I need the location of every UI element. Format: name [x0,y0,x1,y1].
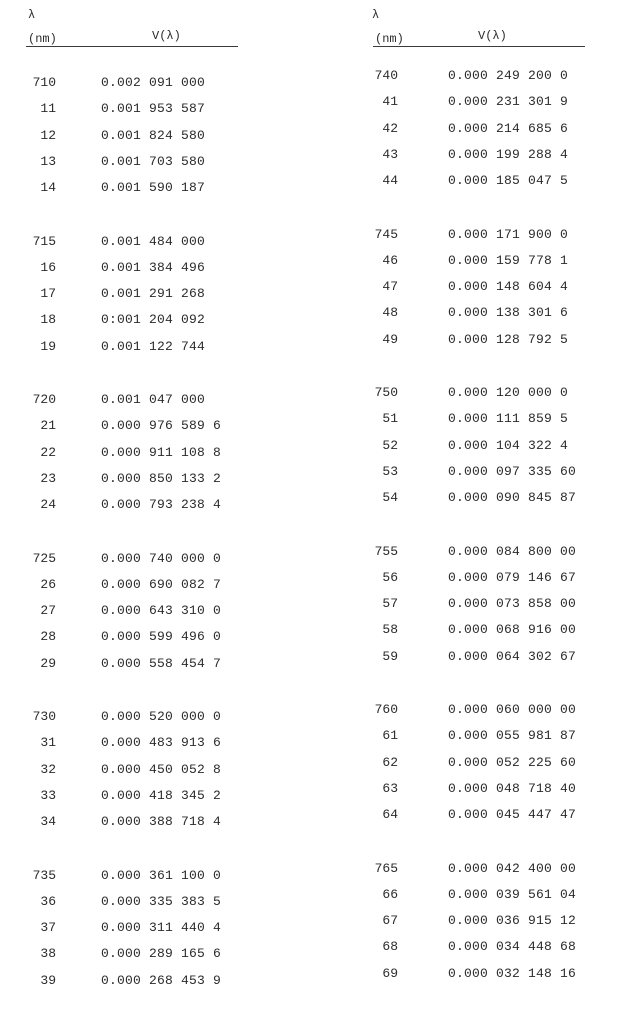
wavelength-cell: 37 [40,920,56,936]
value-cell: 0.000 036 915 12 [448,913,577,929]
table-row [360,965,624,983]
table-row [0,787,300,805]
wavelength-cell: 41 [382,94,398,110]
unit-header: (nm) [375,32,404,46]
table-row [0,813,300,831]
wavelength-cell: 47 [382,279,398,295]
table-row [360,860,624,878]
table-row [0,153,300,171]
table-row [360,120,624,138]
table-row [0,602,300,620]
value-cell: 0.000 073 858 00 [448,596,577,612]
wavelength-cell: 44 [382,173,398,189]
wavelength-cell: 49 [382,331,398,347]
table-row [360,437,624,455]
table-row [360,278,624,296]
value-cell: 0.000 361 100 0 [101,867,222,883]
value-cell: 0.001 703 580 [101,153,206,169]
value-cell: 0.000 249 200 0 [448,68,569,83]
table-row [0,919,300,937]
table-row [0,259,300,277]
table-row [0,444,300,462]
unit-header: (nm) [28,32,57,46]
table-row [360,410,624,428]
wavelength-cell: 725 [32,550,56,566]
value-cell: 0.000 079 146 67 [448,569,577,585]
table-row [0,338,300,356]
table-row [0,470,300,488]
value-cell: 0.001 122 744 [101,338,206,354]
wavelength-cell: 38 [40,946,56,962]
value-cell: 0.000 185 047 5 [448,173,569,189]
value-cell: 0.000 032 148 16 [448,965,577,981]
table-row [0,867,300,885]
table-row [0,761,300,779]
wavelength-cell: 56 [382,569,398,585]
value-cell: 0.001 047 000 [101,392,206,407]
wavelength-cell: 53 [382,463,398,479]
table-row [360,172,624,190]
table-row [360,701,624,719]
wavelength-cell: 59 [382,648,398,664]
table-row [0,127,300,145]
table-row [360,648,624,666]
value-cell: 0.000 418 345 2 [101,787,222,803]
value-cell: 0.000 793 238 4 [101,497,222,513]
wavelength-cell: 17 [40,286,56,302]
value-cell: 0.000 231 301 9 [448,94,569,110]
table-row [360,93,624,111]
table-row [360,252,624,270]
table-row [0,100,300,118]
value-cell: 0.000 335 383 5 [101,893,222,909]
table-row [360,463,624,481]
value-cell: 0.000 911 108 8 [101,444,222,460]
value-cell: 0.000 128 792 5 [448,331,569,347]
wavelength-cell: 27 [40,603,56,619]
table-row [360,754,624,772]
wavelength-cell: 63 [382,780,398,796]
wavelength-cell: 64 [382,807,398,823]
wavelength-cell: 32 [40,761,56,777]
wavelength-cell: 730 [32,709,56,724]
wavelength-cell: 43 [382,146,398,162]
table-row [360,938,624,956]
value-cell: 0.001 384 496 [101,259,206,275]
table-row [360,304,624,322]
table-row [0,945,300,963]
value-cell: 0.000 111 859 5 [448,411,569,427]
value-cell: 0.000 034 448 68 [448,939,577,955]
table-row [0,893,300,911]
wavelength-cell: 765 [374,860,398,876]
table-row [0,496,300,514]
wavelength-cell: 62 [382,754,398,770]
value-cell: 0.000 159 778 1 [448,252,569,268]
table-row [360,886,624,904]
table-row [360,146,624,164]
table-row [0,285,300,303]
table-row [360,569,624,587]
value-cell: 0.000 120 000 0 [448,385,569,400]
value-cell: 0.000 039 561 04 [448,886,577,902]
table-row [360,384,624,402]
value-cell: 0.000 643 310 0 [101,603,222,619]
wavelength-cell: 21 [40,418,56,434]
table-row [0,179,300,197]
table-row [0,233,300,251]
wavelength-cell: 69 [382,965,398,981]
wavelength-cell: 12 [40,127,56,143]
lambda-header: λ [372,8,380,22]
table-row [360,595,624,613]
value-cell: 0.000 520 000 0 [101,709,222,724]
value-cell: 0.000 052 225 60 [448,754,577,770]
wavelength-cell: 42 [382,120,398,136]
value-cell: 0.000 311 440 4 [101,920,222,936]
wavelength-cell: 31 [40,735,56,751]
table-row [360,67,624,85]
table-row [360,543,624,561]
wavelength-cell: 68 [382,939,398,955]
value-cell: 0.001 953 587 [101,101,206,117]
wavelength-cell: 61 [382,728,398,744]
value-cell: 0.000 042 400 00 [448,860,577,876]
wavelength-cell: 755 [374,543,398,559]
value-cell: 0.000 068 916 00 [448,622,577,638]
value-cell: 0.001 484 000 [101,233,206,249]
wavelength-cell: 18 [40,312,56,328]
wavelength-cell: 58 [382,622,398,638]
wavelength-cell: 46 [382,252,398,268]
value-cell: 0.000 558 454 7 [101,655,222,671]
value-cell: 0.000 064 302 67 [448,648,577,664]
value-header: V(λ) [478,29,507,43]
table-row [0,391,300,409]
table-row [360,226,624,244]
table-row [0,576,300,594]
table-row [0,972,300,990]
value-cell: 0.000 090 845 87 [448,490,577,506]
value-cell: 0.001 590 187 [101,180,206,196]
value-cell: 0.000 388 718 4 [101,814,222,830]
wavelength-cell: 19 [40,338,56,354]
value-cell: 0.000 199 288 4 [448,146,569,162]
wavelength-cell: 24 [40,497,56,513]
table-row [360,331,624,349]
value-cell: 0.000 268 453 9 [101,972,222,988]
wavelength-cell: 51 [382,411,398,427]
value-cell: 0.000 104 322 4 [448,437,569,453]
value-cell: 0.000 450 052 8 [101,761,222,777]
wavelength-cell: 66 [382,886,398,902]
wavelength-cell: 740 [374,68,398,83]
value-cell: 0.000 084 800 00 [448,543,577,559]
header-rule [373,46,585,47]
value-cell: 0.000 740 000 0 [101,550,222,566]
wavelength-cell: 39 [40,972,56,988]
value-header: V(λ) [152,29,181,43]
wavelength-cell: 720 [32,392,56,407]
wavelength-cell: 710 [32,75,56,90]
wavelength-cell: 11 [40,101,56,117]
value-cell: 0.000 060 000 00 [448,702,577,717]
table-row [0,708,300,726]
value-cell: 0.000 055 981 87 [448,728,577,744]
value-cell: 0.000 148 604 4 [448,279,569,295]
wavelength-cell: 34 [40,814,56,830]
wavelength-cell: 760 [374,702,398,717]
table-row [0,628,300,646]
wavelength-cell: 16 [40,259,56,275]
table-row [0,550,300,568]
table-row [0,74,300,92]
value-cell: 0.000 048 718 40 [448,780,577,796]
wavelength-cell: 57 [382,596,398,612]
wavelength-cell: 750 [374,385,398,400]
table-row [0,417,300,435]
table-row [360,621,624,639]
value-cell: 0.000 171 900 0 [448,226,569,242]
wavelength-cell: 52 [382,437,398,453]
table-row [360,912,624,930]
value-cell: 0.002 091 000 [101,75,206,90]
table-row [360,489,624,507]
wavelength-cell: 26 [40,576,56,592]
wavelength-cell: 22 [40,444,56,460]
table-row [360,727,624,745]
wavelength-cell: 33 [40,787,56,803]
wavelength-cell: 23 [40,470,56,486]
value-cell: 0.000 690 082 7 [101,576,222,592]
header-rule [26,46,238,47]
table-row [0,655,300,673]
value-cell: 0:001 204 092 [101,312,206,328]
table-row [0,311,300,329]
wavelength-cell: 29 [40,655,56,671]
value-cell: 0.001 824 580 [101,127,206,143]
value-cell: 0.000 599 496 0 [101,629,222,645]
value-cell: 0.000 097 335 60 [448,463,577,479]
value-cell: 0.000 976 589 6 [101,418,222,434]
table-row [360,806,624,824]
wavelength-cell: 36 [40,893,56,909]
value-cell: 0.000 045 447 47 [448,807,577,823]
wavelength-cell: 28 [40,629,56,645]
value-cell: 0.000 850 133 2 [101,470,222,486]
lambda-header: λ [28,8,36,22]
value-cell: 0.000 483 913 6 [101,735,222,751]
value-cell: 0.000 214 685 6 [448,120,569,136]
table-row [0,734,300,752]
table-row [360,780,624,798]
wavelength-cell: 735 [32,867,56,883]
value-cell: 0.000 289 165 6 [101,946,222,962]
value-cell: 0.001 291 268 [101,286,206,302]
wavelength-cell: 48 [382,305,398,321]
wavelength-cell: 14 [40,180,56,196]
wavelength-cell: 54 [382,490,398,506]
value-cell: 0.000 138 301 6 [448,305,569,321]
wavelength-cell: 745 [374,226,398,242]
wavelength-cell: 13 [40,153,56,169]
wavelength-cell: 715 [32,233,56,249]
wavelength-cell: 67 [382,913,398,929]
